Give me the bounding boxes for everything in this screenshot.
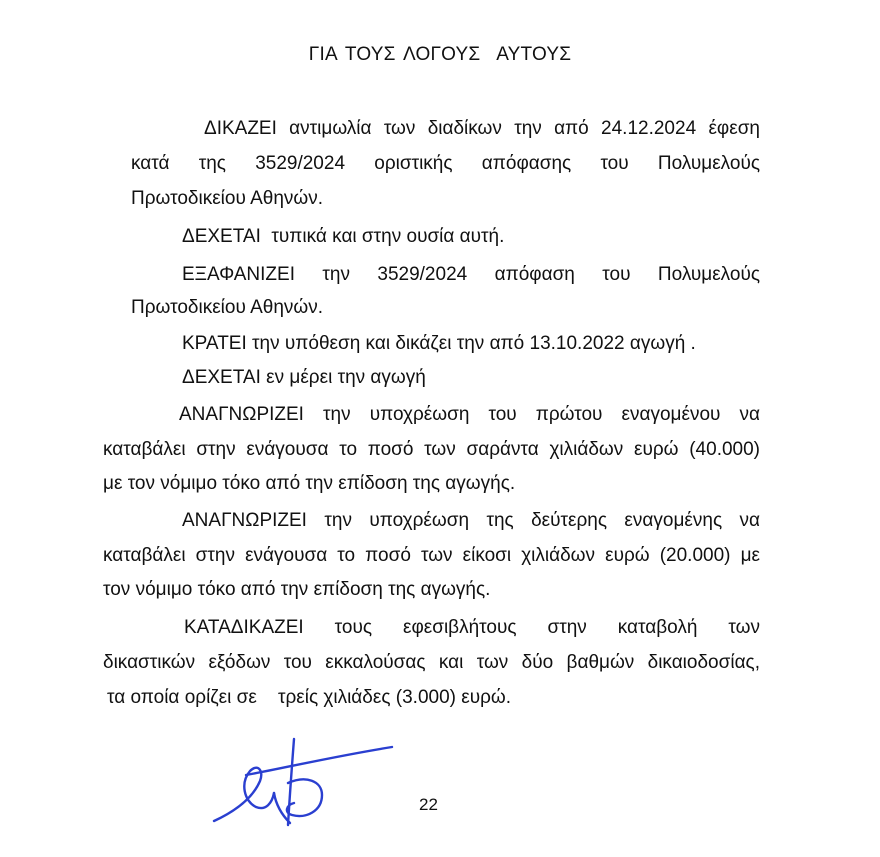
page-heading: ΓΙΑ ΤΟΥΣ ΛΟΓΟΥΣ ΑΥΤΟΥΣ (308, 44, 572, 65)
text-line: τα οποία ορίζει σε τρείς χιλιάδες (3.000) ευρώ. (107, 687, 512, 708)
text-line: κατά της 3529/2024 οριστικής απόφασης του Πολυμελούς (131, 153, 760, 174)
text-line: ΚΑΤΑΔΙΚΑΖΕΙ τους εφεσιβλήτους στην καταβολή των (184, 617, 760, 638)
text-line: καταβάλει στην ενάγουσα το ποσό των είκοσι χιλιάδων ευρώ (20.000) με (103, 545, 760, 566)
text-line: με τον νόμιμο τόκο από την επίδοση της αγωγής. (103, 473, 516, 494)
text-line: Πρωτοδικείου Αθηνών. (131, 297, 323, 318)
handwritten-signature (210, 735, 410, 845)
text-line: δικαστικών εξόδων του εκκαλούσας και των δύο βαθμών δικαιοδοσίας, (103, 652, 760, 673)
text-line: ΔΕΧΕΤΑΙ εν μέρει την αγωγή (182, 367, 426, 388)
text-line: Πρωτοδικείου Αθηνών. (131, 188, 323, 209)
text-line: ΔΕΧΕΤΑΙ τυπικά και στην ουσία αυτή. (182, 226, 505, 247)
text-line: ΑΝΑΓΝΩΡΙΖΕΙ την υποχρέωση της δεύτερης εναγομένης να (182, 510, 760, 531)
text-line: ΑΝΑΓΝΩΡΙΖΕΙ την υποχρέωση του πρώτου εναγομένου να (179, 404, 760, 425)
text-line: ΔΙΚΑΖΕΙ αντιμωλία των διαδίκων την από 24.12.2024 έφεση (204, 118, 760, 139)
page-number: 22 (419, 795, 438, 814)
text-line: καταβάλει στην ενάγουσα το ποσό των σαράντα χιλιάδων ευρώ (40.000) (103, 439, 760, 460)
text-line: ΚΡΑΤΕΙ την υπόθεση και δικάζει την από 13.10.2022 αγωγή . (182, 333, 696, 354)
text-line: ΕΞΑΦΑΝΙΖΕΙ την 3529/2024 απόφαση του Πολυμελούς (182, 264, 760, 285)
text-line: τον νόμιμο τόκο από την επίδοση της αγωγής. (103, 579, 491, 600)
